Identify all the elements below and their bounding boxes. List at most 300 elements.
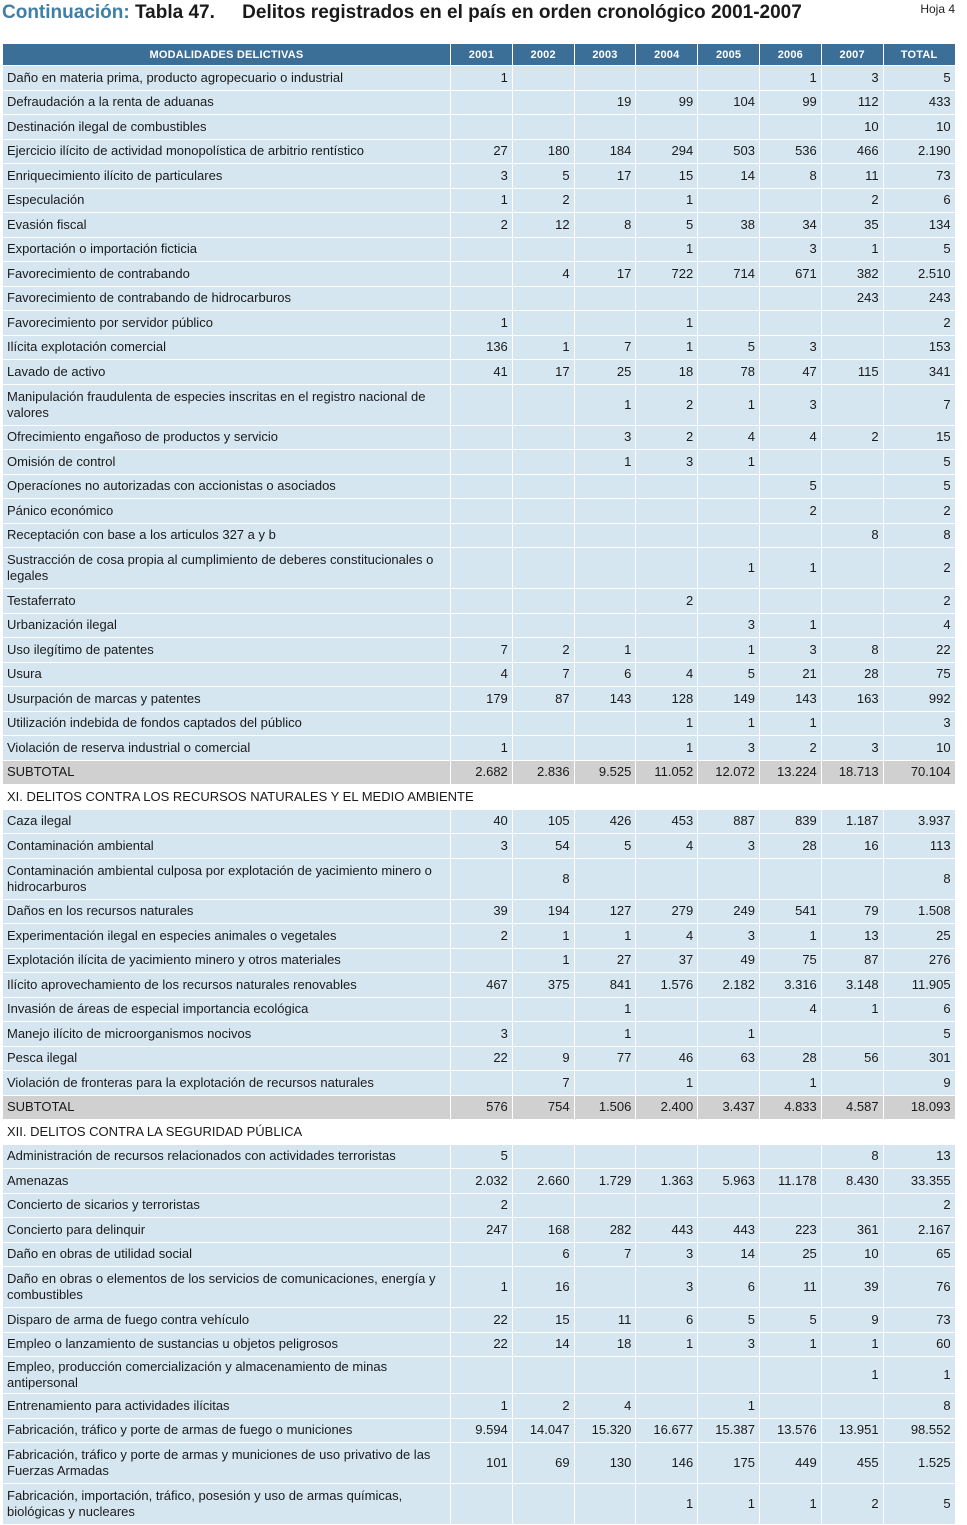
value-cell: 70.104 (883, 760, 955, 785)
row-label: Invasión de áreas de especial importancia ecológica (3, 997, 451, 1022)
value-cell: 35 (821, 213, 883, 238)
value-cell (574, 711, 636, 736)
value-cell: 2 (636, 384, 698, 425)
value-cell (574, 115, 636, 140)
value-cell: 1.363 (636, 1169, 698, 1194)
value-cell: 1.576 (636, 973, 698, 998)
value-cell: 33.355 (883, 1169, 955, 1194)
value-cell: 13 (821, 924, 883, 949)
row-label: Receptación con base a los articulos 327 a y b (3, 523, 451, 548)
row-label: Experimentación ilegal en especies animales o vegetales (3, 924, 451, 949)
value-cell (636, 1144, 698, 1169)
value-cell: 153 (883, 335, 955, 360)
value-cell: 25 (574, 360, 636, 385)
row-label: Defraudación a la renta de aduanas (3, 90, 451, 115)
value-cell (451, 948, 513, 973)
table-row (3, 1169, 956, 1194)
value-cell: 3.937 (883, 809, 955, 834)
row-label: SUBTOTAL (3, 760, 451, 785)
value-cell: 12.072 (698, 760, 760, 785)
value-cell: 65 (883, 1242, 955, 1267)
value-cell (574, 548, 636, 589)
value-cell: 9 (512, 1046, 574, 1071)
continuation-label: Continuación: (2, 2, 130, 23)
value-cell: 4 (512, 262, 574, 287)
header-cell: 2007 (821, 44, 883, 66)
value-cell: 1 (574, 638, 636, 663)
value-cell: 4 (574, 1394, 636, 1419)
row-label: Contaminación ambiental culposa por explotación de yacimiento minero o hidrocarburos (3, 858, 451, 899)
value-cell: 19 (574, 90, 636, 115)
value-cell: 11.178 (759, 1169, 821, 1194)
value-cell (698, 1193, 760, 1218)
value-cell: 1 (574, 384, 636, 425)
value-cell (574, 1144, 636, 1169)
value-cell: 536 (759, 139, 821, 164)
value-cell: 16 (512, 1267, 574, 1308)
value-cell: 49 (698, 948, 760, 973)
value-cell: 8 (883, 858, 955, 899)
value-cell: 22 (451, 1046, 513, 1071)
value-cell: 223 (759, 1218, 821, 1243)
value-cell (451, 1357, 513, 1394)
value-cell (636, 1022, 698, 1047)
value-cell (512, 237, 574, 262)
value-cell: 1 (636, 1484, 698, 1525)
value-cell: 101 (451, 1443, 513, 1484)
value-cell: 40 (451, 809, 513, 834)
table-row (3, 425, 956, 450)
value-cell: 3 (636, 1267, 698, 1308)
value-cell (512, 736, 574, 761)
value-cell: 426 (574, 809, 636, 834)
value-cell: 16.677 (636, 1418, 698, 1443)
value-cell: 5 (883, 474, 955, 499)
value-cell: 8 (512, 858, 574, 899)
value-cell: 282 (574, 1218, 636, 1243)
value-cell: 1 (698, 1022, 760, 1047)
value-cell: 1 (759, 66, 821, 91)
value-cell: 2 (451, 1193, 513, 1218)
value-cell: 77 (574, 1046, 636, 1071)
value-cell: 1 (636, 1071, 698, 1096)
table-row (3, 1418, 956, 1443)
value-cell (759, 1022, 821, 1047)
value-cell (698, 115, 760, 140)
table-row (3, 360, 956, 385)
value-cell: 1 (759, 1071, 821, 1096)
value-cell: 17 (574, 164, 636, 189)
value-cell: 4 (451, 662, 513, 687)
value-cell: 69 (512, 1443, 574, 1484)
value-cell: 714 (698, 262, 760, 287)
value-cell: 22 (451, 1308, 513, 1333)
value-cell: 10 (821, 1242, 883, 1267)
row-label: Ejercicio ilícito de actividad monopolística de arbitrio rentístico (3, 139, 451, 164)
value-cell: 6 (636, 1308, 698, 1333)
value-cell: 2 (512, 188, 574, 213)
value-cell: 28 (759, 1046, 821, 1071)
value-cell: 1 (759, 548, 821, 589)
value-cell (512, 548, 574, 589)
row-label: Uso ilegítimo de patentes (3, 638, 451, 663)
value-cell (574, 613, 636, 638)
value-cell: 1 (698, 638, 760, 663)
value-cell: 1 (698, 450, 760, 475)
table-row (3, 736, 956, 761)
value-cell: 1 (636, 311, 698, 336)
value-cell: 1 (759, 711, 821, 736)
value-cell: 18.713 (821, 760, 883, 785)
value-cell (698, 188, 760, 213)
row-label: Lavado de activo (3, 360, 451, 385)
value-cell: 13.576 (759, 1418, 821, 1443)
value-cell (512, 997, 574, 1022)
value-cell (698, 1071, 760, 1096)
value-cell: 1.525 (883, 1443, 955, 1484)
table-row (3, 899, 956, 924)
value-cell: 2 (451, 924, 513, 949)
value-cell (512, 589, 574, 614)
value-cell: 3 (636, 450, 698, 475)
value-cell (512, 474, 574, 499)
value-cell: 115 (821, 360, 883, 385)
table-title: Delitos registrados en el país en orden cronológico 2001-2007 (242, 2, 802, 23)
value-cell: 1.729 (574, 1169, 636, 1194)
value-cell: 14.047 (512, 1418, 574, 1443)
table-row (3, 139, 956, 164)
value-cell (821, 548, 883, 589)
table-row (3, 1357, 956, 1394)
value-cell (451, 474, 513, 499)
row-label: Pesca ilegal (3, 1046, 451, 1071)
value-cell: 839 (759, 809, 821, 834)
value-cell: 105 (512, 809, 574, 834)
header-cell: 2005 (698, 44, 760, 66)
value-cell: 34 (759, 213, 821, 238)
value-cell: 11.905 (883, 973, 955, 998)
value-cell: 2 (636, 589, 698, 614)
row-label: Caza ilegal (3, 809, 451, 834)
value-cell: 1 (821, 997, 883, 1022)
value-cell: 7 (512, 662, 574, 687)
value-cell: 4 (883, 613, 955, 638)
row-label: Manejo ilícito de microorganismos nocivos (3, 1022, 451, 1047)
value-cell (636, 548, 698, 589)
row-label: Daño en materia prima, producto agropecuario o industrial (3, 66, 451, 91)
header-cell: 2001 (451, 44, 513, 66)
table-row (3, 1267, 956, 1308)
value-cell: 4.833 (759, 1095, 821, 1120)
value-cell: 2.660 (512, 1169, 574, 1194)
value-cell: 8 (821, 523, 883, 548)
value-cell: 249 (698, 899, 760, 924)
table-row (3, 1218, 956, 1243)
value-cell (512, 499, 574, 524)
value-cell: 2 (759, 499, 821, 524)
value-cell: 1 (451, 1394, 513, 1419)
value-cell (698, 589, 760, 614)
value-cell: 7 (512, 1071, 574, 1096)
value-cell (698, 66, 760, 91)
table-row (3, 474, 956, 499)
value-cell: 992 (883, 687, 955, 712)
value-cell: 3.316 (759, 973, 821, 998)
sheet-label: Hoja 4 (920, 2, 955, 16)
table-row (3, 335, 956, 360)
value-cell: 1 (821, 237, 883, 262)
value-cell (574, 188, 636, 213)
value-cell (759, 311, 821, 336)
value-cell: 10 (821, 115, 883, 140)
value-cell: 8 (574, 213, 636, 238)
value-cell (512, 286, 574, 311)
value-cell: 22 (451, 1332, 513, 1357)
value-cell: 11 (759, 1267, 821, 1308)
value-cell (512, 425, 574, 450)
row-label: Administración de recursos relacionados con actividades terroristas (3, 1144, 451, 1169)
value-cell: 1 (698, 1484, 760, 1525)
value-cell (574, 286, 636, 311)
value-cell: 28 (821, 662, 883, 687)
value-cell (574, 589, 636, 614)
value-cell: 1 (698, 1394, 760, 1419)
table-row (3, 1394, 956, 1419)
table-row (3, 311, 956, 336)
value-cell (512, 1144, 574, 1169)
row-label: Fabricación, tráfico y porte de armas de fuego o municiones (3, 1418, 451, 1443)
value-cell (636, 523, 698, 548)
value-cell: 128 (636, 687, 698, 712)
subtotal-row (3, 1095, 956, 1120)
value-cell: 382 (821, 262, 883, 287)
value-cell: 13.224 (759, 760, 821, 785)
value-cell: 8 (821, 1144, 883, 1169)
row-label: Sustracción de cosa propia al cumplimiento de deberes constitucionales o legales (3, 548, 451, 589)
value-cell: 27 (574, 948, 636, 973)
value-cell: 1 (574, 997, 636, 1022)
value-cell: 47 (759, 360, 821, 385)
row-label: Daño en obras de utilidad social (3, 1242, 451, 1267)
value-cell: 1 (451, 311, 513, 336)
value-cell: 2.182 (698, 973, 760, 998)
value-cell: 5 (698, 662, 760, 687)
row-label: Manipulación fraudulenta de especies inscritas en el registro nacional de valores (3, 384, 451, 425)
value-cell: 76 (883, 1267, 955, 1308)
table-row (3, 450, 956, 475)
table-row (3, 1193, 956, 1218)
crimes-table (2, 43, 956, 1525)
value-cell: 503 (698, 139, 760, 164)
value-cell (821, 335, 883, 360)
value-cell: 294 (636, 139, 698, 164)
value-cell: 671 (759, 262, 821, 287)
row-label: Favorecimiento de contrabando de hidrocarburos (3, 286, 451, 311)
value-cell (574, 1071, 636, 1096)
value-cell: 1 (451, 736, 513, 761)
value-cell: 5 (512, 164, 574, 189)
value-cell: 2 (636, 425, 698, 450)
value-cell (574, 237, 636, 262)
value-cell: 1 (636, 335, 698, 360)
value-cell: 2.190 (883, 139, 955, 164)
value-cell: 14 (698, 1242, 760, 1267)
value-cell: 3 (698, 1332, 760, 1357)
value-cell: 2 (821, 425, 883, 450)
value-cell (698, 474, 760, 499)
table-row (3, 66, 956, 91)
row-label: Concierto de sicarios y terroristas (3, 1193, 451, 1218)
value-cell: 3 (451, 164, 513, 189)
value-cell: 4 (759, 425, 821, 450)
row-label: Ofrecimiento engañoso de productos y servicio (3, 425, 451, 450)
value-cell: 443 (636, 1218, 698, 1243)
value-cell: 841 (574, 973, 636, 998)
value-cell: 279 (636, 899, 698, 924)
value-cell: 73 (883, 1308, 955, 1333)
value-cell (574, 1484, 636, 1525)
value-cell: 3 (698, 736, 760, 761)
row-label: Exportación o importación ficticia (3, 237, 451, 262)
value-cell: 6 (883, 188, 955, 213)
row-label: Violación de fronteras para la explotación de recursos naturales (3, 1071, 451, 1096)
value-cell: 41 (451, 360, 513, 385)
table-row (3, 924, 956, 949)
row-label: Fabricación, tráfico y porte de armas y municiones de uso privativo de las Fuerzas Armadas (3, 1443, 451, 1484)
header-cell: TOTAL (883, 44, 955, 66)
table-row (3, 948, 956, 973)
value-cell (759, 523, 821, 548)
value-cell: 2 (883, 1193, 955, 1218)
value-cell (574, 499, 636, 524)
row-label: Especulación (3, 188, 451, 213)
table-row (3, 1308, 956, 1333)
value-cell: 3 (759, 237, 821, 262)
header-cell: 2006 (759, 44, 821, 66)
value-cell: 1 (821, 1357, 883, 1394)
value-cell (698, 997, 760, 1022)
value-cell: 1 (451, 188, 513, 213)
value-cell: 1 (574, 450, 636, 475)
table-row (3, 809, 956, 834)
row-label: Concierto para delinquir (3, 1218, 451, 1243)
value-cell: 75 (759, 948, 821, 973)
value-cell: 46 (636, 1046, 698, 1071)
value-cell: 5 (759, 474, 821, 499)
value-cell (451, 384, 513, 425)
value-cell (512, 1357, 574, 1394)
value-cell: 5 (883, 1022, 955, 1047)
value-cell: 2.167 (883, 1218, 955, 1243)
value-cell: 11.052 (636, 760, 698, 785)
value-cell: 18 (636, 360, 698, 385)
value-cell: 3.148 (821, 973, 883, 998)
value-cell: 2 (821, 188, 883, 213)
value-cell: 1.187 (821, 809, 883, 834)
value-cell (512, 1022, 574, 1047)
table-row (3, 613, 956, 638)
value-cell: 1 (451, 66, 513, 91)
table-row (3, 638, 956, 663)
value-cell (636, 1193, 698, 1218)
value-cell: 5 (451, 1144, 513, 1169)
value-cell: 8.430 (821, 1169, 883, 1194)
value-cell: 18 (574, 1332, 636, 1357)
value-cell (451, 589, 513, 614)
value-cell (451, 425, 513, 450)
value-cell: 887 (698, 809, 760, 834)
table-row (3, 384, 956, 425)
value-cell: 1 (759, 613, 821, 638)
value-cell: 3 (698, 613, 760, 638)
header-cell: MODALIDADES DELICTIVAS (3, 44, 451, 66)
value-cell (759, 286, 821, 311)
table-row (3, 973, 956, 998)
value-cell: 4.587 (821, 1095, 883, 1120)
table-row (3, 188, 956, 213)
value-cell (451, 523, 513, 548)
value-cell (636, 997, 698, 1022)
value-cell: 56 (821, 1046, 883, 1071)
row-label: Urbanización ilegal (3, 613, 451, 638)
value-cell (636, 474, 698, 499)
row-label: Operacíones no autorizadas con accionistas o asociados (3, 474, 451, 499)
value-cell: 194 (512, 899, 574, 924)
value-cell: 60 (883, 1332, 955, 1357)
value-cell: 28 (759, 834, 821, 859)
value-cell (821, 1071, 883, 1096)
value-cell: 247 (451, 1218, 513, 1243)
value-cell (821, 1193, 883, 1218)
value-cell: 14 (512, 1332, 574, 1357)
value-cell: 276 (883, 948, 955, 973)
value-cell: 375 (512, 973, 574, 998)
value-cell: 3 (698, 834, 760, 859)
table-row (3, 499, 956, 524)
value-cell: 39 (451, 899, 513, 924)
value-cell: 10 (883, 115, 955, 140)
value-cell (821, 384, 883, 425)
row-label: Empleo, producción comercialización y almacenamiento de minas antipersonal (3, 1357, 451, 1394)
value-cell: 6 (698, 1267, 760, 1308)
value-cell: 9 (821, 1308, 883, 1333)
value-cell: 2.836 (512, 760, 574, 785)
value-cell (512, 1193, 574, 1218)
section-heading-row (3, 785, 956, 810)
value-cell: 1.508 (883, 899, 955, 924)
value-cell: 143 (574, 687, 636, 712)
value-cell: 39 (821, 1267, 883, 1308)
value-cell: 98.552 (883, 1418, 955, 1443)
row-label: Evasión fiscal (3, 213, 451, 238)
value-cell: 1 (512, 335, 574, 360)
value-cell (636, 1394, 698, 1419)
value-cell: 5 (883, 66, 955, 91)
value-cell (698, 286, 760, 311)
table-row (3, 834, 956, 859)
value-cell (821, 858, 883, 899)
value-cell: 6 (512, 1242, 574, 1267)
value-cell: 15 (636, 164, 698, 189)
row-label: Enriquecimiento ilícito de particulares (3, 164, 451, 189)
value-cell: 168 (512, 1218, 574, 1243)
value-cell: 1 (636, 237, 698, 262)
value-cell (759, 1394, 821, 1419)
value-cell: 6 (574, 662, 636, 687)
row-label: Testaferrato (3, 589, 451, 614)
value-cell: 15.387 (698, 1418, 760, 1443)
value-cell: 16 (821, 834, 883, 859)
